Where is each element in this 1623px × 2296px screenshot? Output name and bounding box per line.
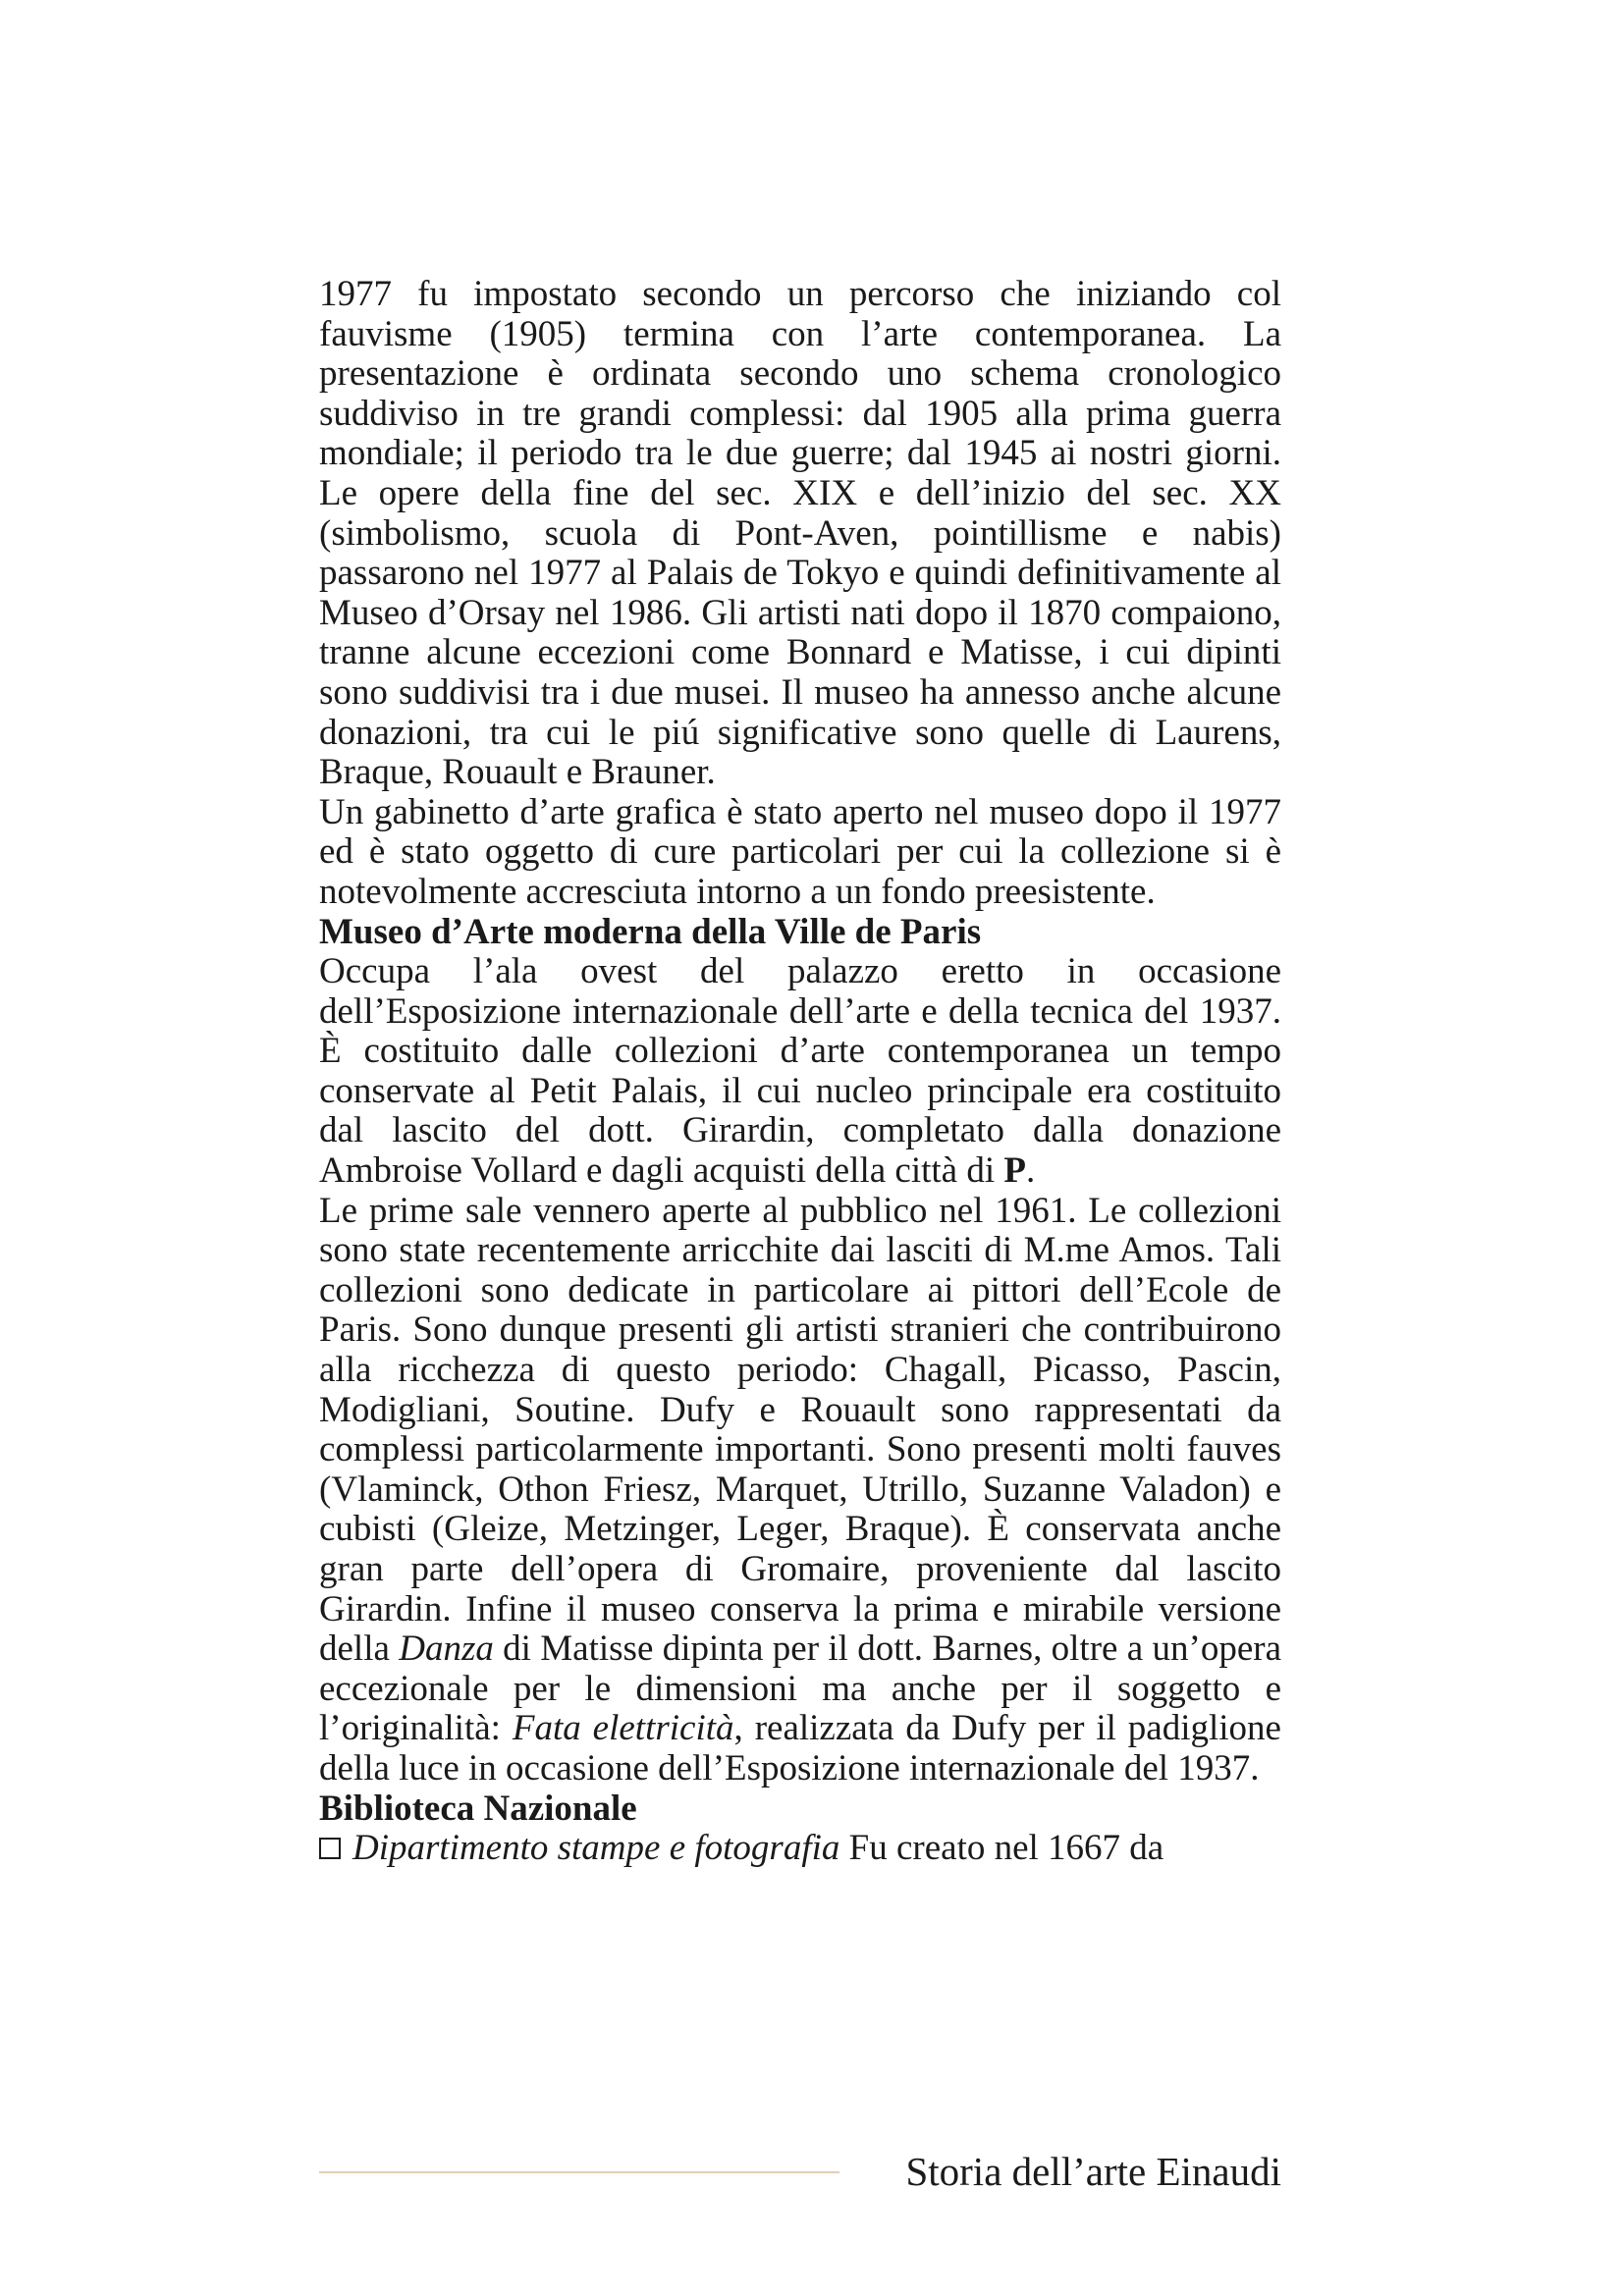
paragraph-gabinetto: Un gabinetto d’arte grafica è stato aperto nel museo dopo il 1977 ed è stato oggetto di cure particolari per cui la collezione si è notevolmente accresciuta intorno a un fondo preesistente. xyxy=(319,791,1281,912)
body-text xyxy=(319,275,1281,1869)
footer-divider xyxy=(319,2171,839,2173)
paragraph-prime-sale-c: , realizzata da Dufy per il padiglione della luce in occasione dell’Esposizione internazionale del 1937. xyxy=(319,1708,1281,1789)
paragraph-prime-sale-b: di Matisse dipinta per il dott. Barnes, oltre a un’opera eccezionale per le dimensioni ma anche per il soggetto e l’originalità: xyxy=(319,1629,1282,1749)
square-bullet-icon xyxy=(319,1838,341,1859)
paragraph-occupa xyxy=(319,952,1281,1192)
italic-danza: Danza xyxy=(399,1629,494,1670)
paragraph-dipartimento xyxy=(319,1829,1281,1869)
paragraph-occupa-text: Occupa l’ala ovest del palazzo eretto in occasione dell’Esposizione internazionale dell’arte e della tecnica del 1937. È costituito dalle collezioni d’arte contemporanea un tempo conservate al Petit Palais, il cui nucleo principale era costituito dal lascito del dott. Girardin, completato dalla donazione Ambroise Vollard e dagli acquisti della città di xyxy=(319,951,1281,1192)
paragraph-dipartimento-text: Fu creato nel 1667 da xyxy=(839,1828,1164,1869)
heading-museo-arte-moderna: Museo d’Arte moderna della Ville de Paris xyxy=(319,911,982,952)
paragraph-prime-sale xyxy=(319,1192,1281,1789)
paragraph-occupa-bold: P xyxy=(1003,1150,1026,1192)
paragraph-occupa-end: . xyxy=(1025,1150,1036,1192)
paragraph-prime-sale-a: Le prime sale vennero aperte al pubblico nel 1961. Le collezioni sono state recentemente arricchite dai lasciti di M.me Amos. Tali collezioni sono dedicate in particolare ai pittori dell’Ecole de Paris. Sono dunque presenti gli artisti stranieri che contribuirono alla ricchezza di questo periodo: Chagall, Picasso, Pascin, Modigliani, Soutine. Dufy e Rouault sono rappresentati da complessi particolarmente importanti. Sono presenti molti fauves (Vlaminck, Othon Friesz, Marquet, Utrillo, Suzanne Valadon) e cubisti (Gleize, Metzinger, Leger, Braque). È conservata anche gran parte dell’opera di Gromaire, proveniente dal lascito Girardin. Infine il museo conserva la prima e mirabile versione della xyxy=(319,1190,1281,1670)
footer-title: Storia dell’arte Einaudi xyxy=(905,2149,1281,2194)
paragraph-fauvisme: 1977 fu impostato secondo un percorso che iniziando col fauvisme (1905) termina con l’arte contemporanea. La presentazione è ordinata secondo uno schema cronologico suddiviso in tre grandi complessi: dal 1905 alla prima guerra mondiale; il periodo tra le due guerre; dal 1945 ai nostri giorni. Le opere della fine del sec. XIX e dell’inizio del sec. XX (simbolismo, scuola di Pont-Aven, pointillisme e nabis) passarono nel 1977 al Palais de Tokyo e quindi definitivamente al Museo d’Orsay nel 1986. Gli artisti nati dopo il 1870 compaiono, tranne alcune eccezioni come Bonnard e Matisse, i cui dipinti sono suddivisi tra i due musei. Il museo ha annesso anche alcune donazioni, tra cui le piú significative sono quelle di Laurens, Braque, Rouault e Brauner. xyxy=(319,274,1281,793)
italic-fata-elettricita: Fata elettricità xyxy=(512,1708,734,1749)
italic-dipartimento: Dipartimento stampe e fotografia xyxy=(352,1828,840,1869)
heading-biblioteca-nazionale: Biblioteca Nazionale xyxy=(319,1788,637,1829)
